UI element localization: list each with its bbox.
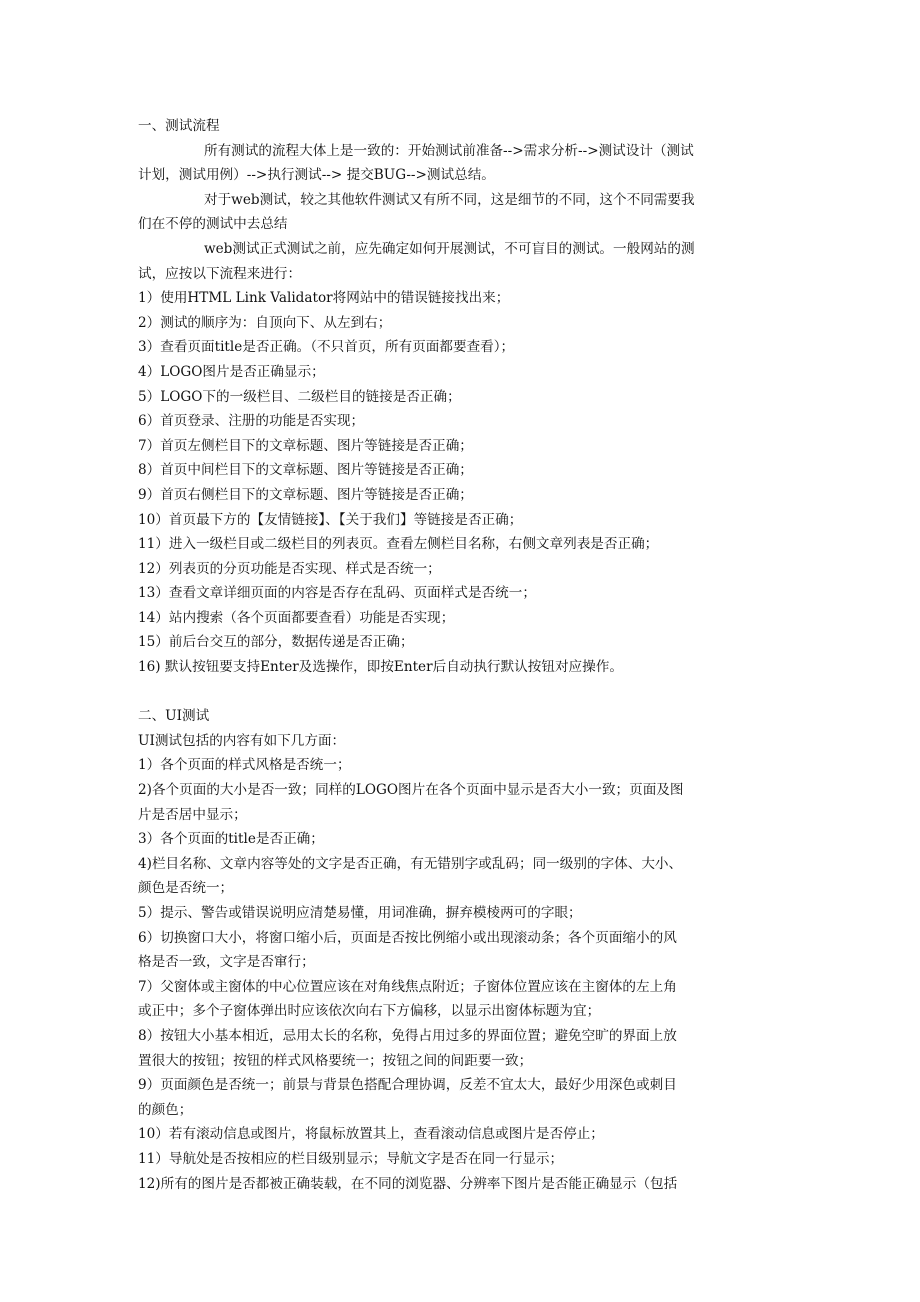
paragraph-line: 对于web测试，较之其他软件测试又有所不同，这是细节的不同，这个不同需要我 xyxy=(204,191,695,208)
paragraph-line: 试，应按以下流程来进行： xyxy=(138,265,302,282)
list-item: 15）前后台交互的部分，数据传递是否正确； xyxy=(138,634,414,651)
list-item-continuation: 置很大的按钮；按钮的样式风格要统一；按钮之间的间距要一致； xyxy=(138,1052,533,1069)
list-item-continuation: 颜色是否统一； xyxy=(138,880,234,897)
list-item: 10）若有滚动信息或图片，将鼠标放置其上，查看滚动信息或图片是否停止； xyxy=(138,1126,604,1143)
section-1-heading: 一、测试流程 xyxy=(138,118,220,134)
list-item: 3）查看页面title是否正确。（不只首页，所有页面都要查看）； xyxy=(138,339,515,356)
list-item: 3）各个页面的title是否正确； xyxy=(138,831,324,848)
list-item: 9）页面颜色是否统一；前景与背景色搭配合理协调，反差不宜太大，最好少用深色或刺目 xyxy=(138,1077,677,1094)
paragraph-line: 们在不停的测试中去总结 xyxy=(138,216,288,233)
list-item: 2）测试的顺序为：自顶向下、从左到右； xyxy=(138,314,392,331)
list-item: 1）使用HTML Link Validator将网站中的错误链接找出来； xyxy=(138,290,510,307)
list-item: 12）列表页的分页功能是否实现、样式是否统一； xyxy=(138,560,441,577)
blank-line xyxy=(138,680,784,705)
list-item: 9）首页右侧栏目下的文章标题、图片等链接是否正确； xyxy=(138,486,473,503)
paragraph-line: web测试正式测试之前，应先确定如何开展测试，不可盲目的测试。一般网站的测 xyxy=(204,240,695,257)
section-2-heading: 二、UI测试 xyxy=(138,708,210,725)
paragraph-line: 计划，测试用例）-->执行测试--> 提交BUG-->测试总结。 xyxy=(138,167,495,184)
document-body xyxy=(138,114,784,1196)
list-item: 12)所有的图片是否都被正确装载，在不同的浏览器、分辨率下图片是否能正确显示（包括 xyxy=(138,1175,678,1192)
list-item: 7）父窗体或主窗体的中心位置应该在对角线焦点附近；子窗体位置应该在主窗体的左上角 xyxy=(138,978,677,995)
list-item: 16) 默认按钮要支持Enter及选操作，即按Enter后自动执行默认按钮对应操作。 xyxy=(138,659,623,676)
list-item-continuation: 的颜色； xyxy=(138,1101,193,1118)
list-item: 8）首页中间栏目下的文章标题、图片等链接是否正确； xyxy=(138,462,473,479)
list-item: 11）导航处是否按相应的栏目级别显示；导航文字是否在同一行显示； xyxy=(138,1150,564,1167)
list-item: 14）站内搜索（各个页面都要查看）功能是否实现； xyxy=(138,609,455,626)
list-item: 1）各个页面的样式风格是否统一； xyxy=(138,757,351,774)
list-item: 4）LOGO图片是否正确显示； xyxy=(138,363,325,380)
list-item-continuation: 格是否一致，文字是否窜行； xyxy=(138,954,315,971)
list-item: 4)栏目名称、文章内容等处的文字是否正确，有无错别字或乱码；同一级别的字体、大小、 xyxy=(138,855,683,872)
list-item: 10）首页最下方的【友情链接】、【关于我们】等链接是否正确； xyxy=(138,511,523,528)
list-item: 8）按钮大小基本相近，忌用太长的名称，免得占用过多的界面位置；避免空旷的界面上放 xyxy=(138,1027,677,1044)
list-item: 2)各个页面的大小是否一致；同样的LOGO图片在各个页面中显示是否大小一致；页面及图 xyxy=(138,782,684,799)
list-item: 13）查看文章详细页面的内容是否存在乱码、页面样式是否统一； xyxy=(138,585,536,602)
list-item: 5）LOGO下的一级栏目、二级栏目的链接是否正确； xyxy=(138,388,461,405)
list-item: 11）进入一级栏目或二级栏目的列表页。查看左侧栏目名称，右侧文章列表是否正确； xyxy=(138,536,659,553)
paragraph-line: 所有测试的流程大体上是一致的：开始测试前准备-->需求分析-->测试设计（测试 xyxy=(204,142,694,159)
list-item: 5）提示、警告或错误说明应清楚易懂，用词准确，摒弃模棱两可的字眼； xyxy=(138,905,582,921)
list-item-continuation: 或正中；多个子窗体弹出时应该依次向右下方偏移，以显示出窗体标题为宜； xyxy=(138,1003,601,1020)
list-item: 6）切换窗口大小，将窗口缩小后，页面是否按比例缩小或出现滚动条；各个页面缩小的风 xyxy=(138,929,677,946)
list-item: 7）首页左侧栏目下的文章标题、图片等链接是否正确； xyxy=(138,437,473,454)
section-2-intro: UI测试包括的内容有如下几方面： xyxy=(138,732,346,749)
list-item: 6）首页登录、注册的功能是否实现； xyxy=(138,413,365,430)
list-item-continuation: 片是否居中显示； xyxy=(138,806,247,823)
